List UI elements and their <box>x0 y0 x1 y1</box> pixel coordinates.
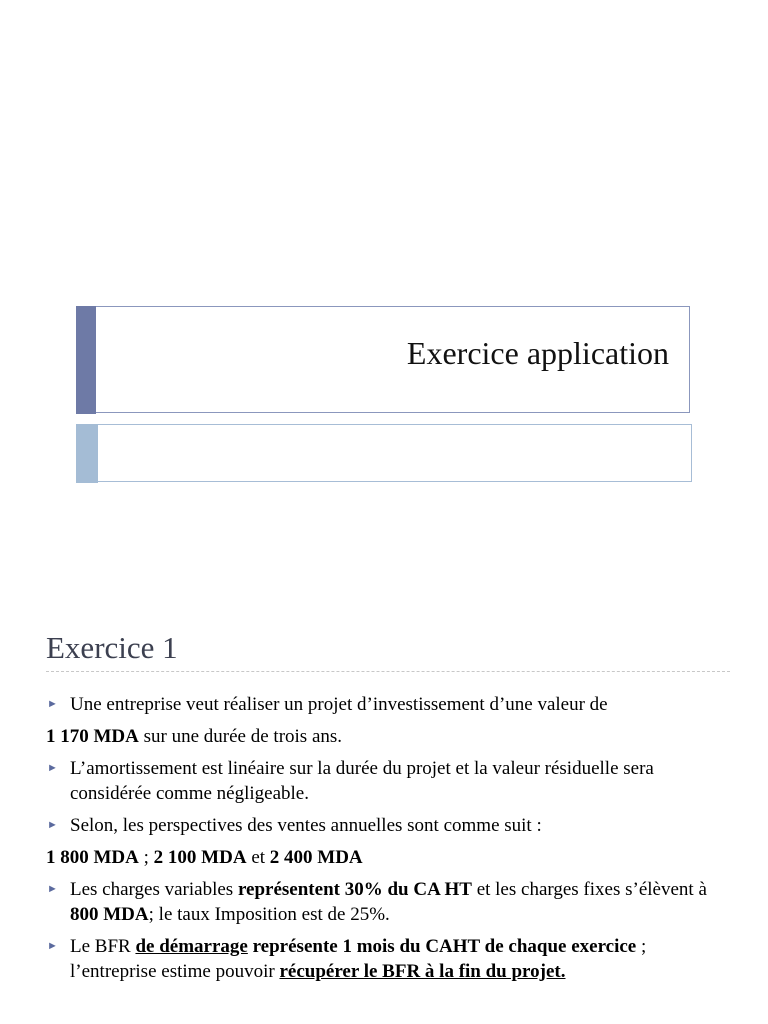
underlined-run: récupérer le BFR à la fin du projet. <box>279 961 566 982</box>
exercise-title: Exercice 1 <box>46 630 178 665</box>
underlined-run: de démarrage <box>135 936 248 957</box>
investment-duration: sur une durée de trois ans. <box>138 726 343 747</box>
list-item <box>46 692 726 717</box>
text-run: Les charges variables <box>70 879 238 900</box>
text-run: et les charges fixes s’élèvent à <box>471 879 707 900</box>
bullet-text: Selon, les perspectives des ventes annuelles sont comme suit : <box>70 815 542 836</box>
list-item <box>46 877 726 927</box>
triangle-bullet-icon: ► <box>47 819 58 831</box>
title-box <box>76 306 690 413</box>
bullet-text: L’amortissement est linéaire sur la durée du projet et la valeur résiduelle sera considérée comme négligeable. <box>70 758 654 804</box>
triangle-bullet-icon: ► <box>47 698 58 710</box>
bold-run <box>135 936 247 957</box>
sales-year-2: 2 100 MDA <box>153 847 247 868</box>
bold-run: 800 MDA <box>70 904 149 925</box>
separator: et <box>246 847 270 868</box>
bullet-text: Une entreprise veut réaliser un projet d’investissement d’une valeur de <box>70 694 608 715</box>
bold-run <box>279 961 565 982</box>
list-item <box>46 756 726 806</box>
subtitle-box <box>76 424 692 482</box>
triangle-bullet-icon: ► <box>47 883 58 895</box>
list-item <box>46 934 726 984</box>
title-accent-bar <box>76 306 96 414</box>
list-item <box>46 813 726 838</box>
sales-year-1: 1 800 MDA <box>46 847 139 868</box>
text-run: Le BFR <box>70 936 136 957</box>
investment-amount: 1 170 MDA <box>46 726 139 747</box>
separator: ; <box>138 847 154 868</box>
exercise-content <box>46 692 726 991</box>
sales-line <box>46 845 726 870</box>
triangle-bullet-icon: ► <box>47 940 58 952</box>
slide-title: Exercice application <box>406 335 669 371</box>
plain-line <box>46 724 726 749</box>
title-divider <box>46 671 730 672</box>
bold-run: représente 1 mois du CAHT de chaque exercice <box>247 936 637 957</box>
text-run: ; l’entreprise estime pouvoir <box>70 936 647 982</box>
sales-year-3: 2 400 MDA <box>269 847 363 868</box>
text-run: ; le taux Imposition est de 25%. <box>148 904 390 925</box>
bold-run: représentent 30% du CA HT <box>237 879 472 900</box>
subtitle-accent-bar <box>76 424 98 483</box>
triangle-bullet-icon: ► <box>47 762 58 774</box>
